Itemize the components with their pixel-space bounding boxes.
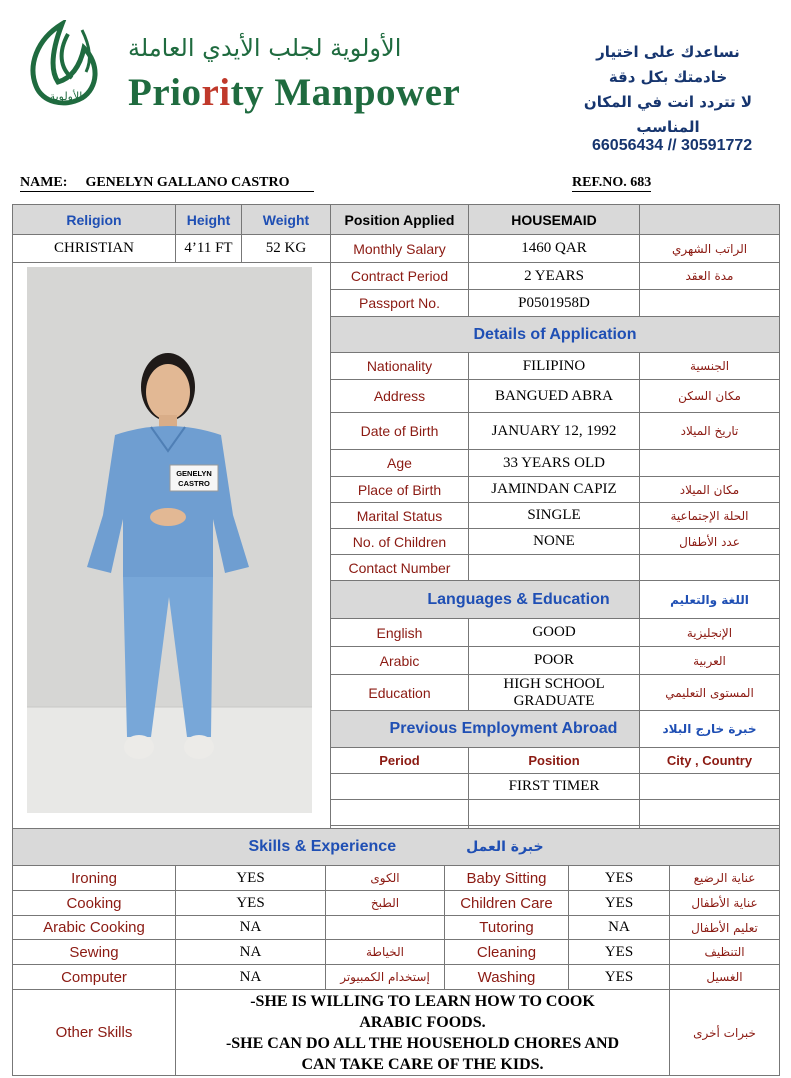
employment-position-cell-2 (469, 800, 640, 826)
nationality-ar: الجنسية (640, 353, 780, 380)
position-header: Position Applied (331, 205, 469, 235)
passport-value: P0501958D (469, 290, 640, 317)
languages-section-ar: اللغة والتعليم (640, 581, 780, 619)
pob-label: Place of Birth (331, 477, 469, 503)
position-ar (640, 205, 780, 235)
skill-label-cooking: Cooking (13, 891, 176, 916)
salary-label: Monthly Salary (331, 235, 469, 263)
employment-period-cell-2 (331, 800, 469, 826)
logo-emblem (22, 20, 102, 108)
pob-value: JAMINDAN CAPIZ (469, 477, 640, 503)
other-skills-ar: خبرات أخرى (670, 990, 780, 1076)
other-skills-label: Other Skills (13, 990, 176, 1076)
contract-period-label: Contract Period (331, 263, 469, 290)
contact-label: Contact Number (331, 555, 469, 581)
children-label: No. of Children (331, 529, 469, 555)
address-label: Address (331, 380, 469, 413)
skill-label-sewing: Sewing (13, 940, 176, 965)
skill-value-computer: NA (176, 965, 326, 990)
nationality-value: FILIPINO (469, 353, 640, 380)
photo-badge-line-1: GENELYN (176, 469, 212, 478)
marital-value: SINGLE (469, 503, 640, 529)
slogan-line-2: لا تتردد انت في المكان المناسب (583, 93, 753, 136)
languages-section-title: Languages & Education (331, 581, 640, 619)
marital-label: Marital Status (331, 503, 469, 529)
religion-header: Religion (13, 205, 176, 235)
education-value-line-1: HIGH SCHOOL (503, 675, 605, 692)
contact-ar (640, 555, 780, 581)
skill-label-washing: Washing (445, 965, 569, 990)
skill-value-ironing: YES (176, 866, 326, 891)
candidate-name: GENELYN GALLANO CASTRO (85, 175, 290, 190)
dob-value: JANUARY 12, 1992 (469, 413, 640, 450)
position-col-header: Position (469, 748, 640, 774)
marital-ar: الحلة الإجتماعية (640, 503, 780, 529)
skill-label-children-care: Children Care (445, 891, 569, 916)
age-label: Age (331, 450, 469, 477)
children-value: NONE (469, 529, 640, 555)
skill-ar-cleaning: التنظيف (670, 940, 780, 965)
slogan (573, 40, 763, 140)
city-country-col-header: City , Country (640, 748, 780, 774)
dob-label: Date of Birth (331, 413, 469, 450)
other-skills-line-1: -SHE IS WILLING TO LEARN HOW TO COOK (250, 992, 595, 1010)
photo-cell (13, 263, 331, 836)
skill-value-washing: YES (569, 965, 670, 990)
skill-ar-cooking: الطبخ (326, 891, 445, 916)
address-ar: مكان السكن (640, 380, 780, 413)
skill-ar-children-care: عناية الأطفال (670, 891, 780, 916)
brand-name-accent: ri (201, 71, 231, 114)
employment-section-ar: خبرة خارج البلاد (640, 711, 780, 748)
skill-label-ironing: Ironing (13, 866, 176, 891)
employment-city-cell (640, 774, 780, 800)
contract-period-value: 2 YEARS (469, 263, 640, 290)
slogan-line-1: نساعدك على اختيار خادمتك بكل دقة (596, 43, 740, 86)
other-skills-line-4: CAN TAKE CARE OF THE KIDS. (301, 1055, 544, 1073)
skill-label-arabic-cooking: Arabic Cooking (13, 916, 176, 940)
other-skills-line-2: ARABIC FOODS. (359, 1013, 486, 1031)
skill-ar-sewing: الخياطة (326, 940, 445, 965)
skills-section-title (13, 829, 780, 866)
weight-value: 52 KG (242, 235, 331, 263)
phone-numbers: 66056434 // 30591772 (592, 137, 753, 154)
education-value-line-2: GRADUATE (513, 692, 595, 709)
nationality-label: Nationality (331, 353, 469, 380)
brand-name-arabic: الأولوية لجلب الأيدي العاملة (128, 34, 402, 62)
passport-label: Passport No. (331, 290, 469, 317)
pob-ar: مكان الميلاد (640, 477, 780, 503)
height-value: 4’11 FT (176, 235, 242, 263)
skills-title-ar: خبرة العمل (466, 839, 544, 855)
address-value: BANGUED ABRA (469, 380, 640, 413)
dob-ar: تاريخ الميلاد (640, 413, 780, 450)
brand-name-part: ty Manpower (230, 71, 461, 114)
details-section-title: Details of Application (331, 317, 780, 353)
skill-value-arabic-cooking: NA (176, 916, 326, 940)
position-value: HOUSEMAID (469, 205, 640, 235)
salary-ar: الراتب الشهري (640, 235, 780, 263)
age-ar (640, 450, 780, 477)
candidate-name-line (20, 175, 314, 192)
skill-value-cooking: YES (176, 891, 326, 916)
skill-value-children-care: YES (569, 891, 670, 916)
english-label: English (331, 619, 469, 647)
contract-period-ar: مدة العقد (640, 263, 780, 290)
brand-name-english (128, 70, 460, 115)
period-col-header: Period (331, 748, 469, 774)
candidate-photo (27, 267, 312, 813)
skill-ar-washing: الغسيل (670, 965, 780, 990)
arabic-ar: العربية (640, 647, 780, 675)
employment-city-cell-2 (640, 800, 780, 826)
skill-label-cleaning: Cleaning (445, 940, 569, 965)
skill-ar-tutoring: تعليم الأطفال (670, 916, 780, 940)
employment-position-cell: FIRST TIMER (469, 774, 640, 800)
education-label: Education (331, 675, 469, 711)
children-ar: عدد الأطفال (640, 529, 780, 555)
skills-title-en: Skills & Experience (248, 838, 397, 855)
skill-ar-ironing: الكوى (326, 866, 445, 891)
contact-value (469, 555, 640, 581)
skill-ar-computer: إستخدام الكمبيوتر (326, 965, 445, 990)
education-ar: المستوى التعليمي (640, 675, 780, 711)
arabic-value: POOR (469, 647, 640, 675)
application-form (12, 204, 780, 836)
photo-badge-line-2: CASTRO (178, 479, 210, 488)
passport-ar (640, 290, 780, 317)
employment-section-title: Previous Employment Abroad (331, 711, 640, 748)
skill-value-tutoring: NA (569, 916, 670, 940)
skill-ar-arabic-cooking (326, 916, 445, 940)
english-value: GOOD (469, 619, 640, 647)
skills-table (12, 828, 780, 1076)
salary-value: 1460 QAR (469, 235, 640, 263)
height-header: Height (176, 205, 242, 235)
weight-header: Weight (242, 205, 331, 235)
arabic-label: Arabic (331, 647, 469, 675)
skill-label-tutoring: Tutoring (445, 916, 569, 940)
age-value: 33 YEARS OLD (469, 450, 640, 477)
name-label: NAME: (20, 175, 68, 190)
education-value (469, 675, 640, 711)
english-ar: الإنجليزية (640, 619, 780, 647)
religion-value: CHRISTIAN (13, 235, 176, 263)
other-skills-text (176, 990, 670, 1076)
skill-label-computer: Computer (13, 965, 176, 990)
skill-value-sewing: NA (176, 940, 326, 965)
skill-label-baby-sitting: Baby Sitting (445, 866, 569, 891)
other-skills-line-3: -SHE CAN DO ALL THE HOUSEHOLD CHORES AND (225, 1034, 620, 1052)
reference-number: REF.NO. 683 (572, 175, 652, 190)
skill-ar-baby-sitting: عناية الرضيع (670, 866, 780, 891)
skill-value-cleaning: YES (569, 940, 670, 965)
employment-period-cell (331, 774, 469, 800)
brand-name-part: Prio (128, 71, 202, 114)
skill-value-baby-sitting: YES (569, 866, 670, 891)
logo-emblem-text: الأولوية (49, 90, 83, 103)
